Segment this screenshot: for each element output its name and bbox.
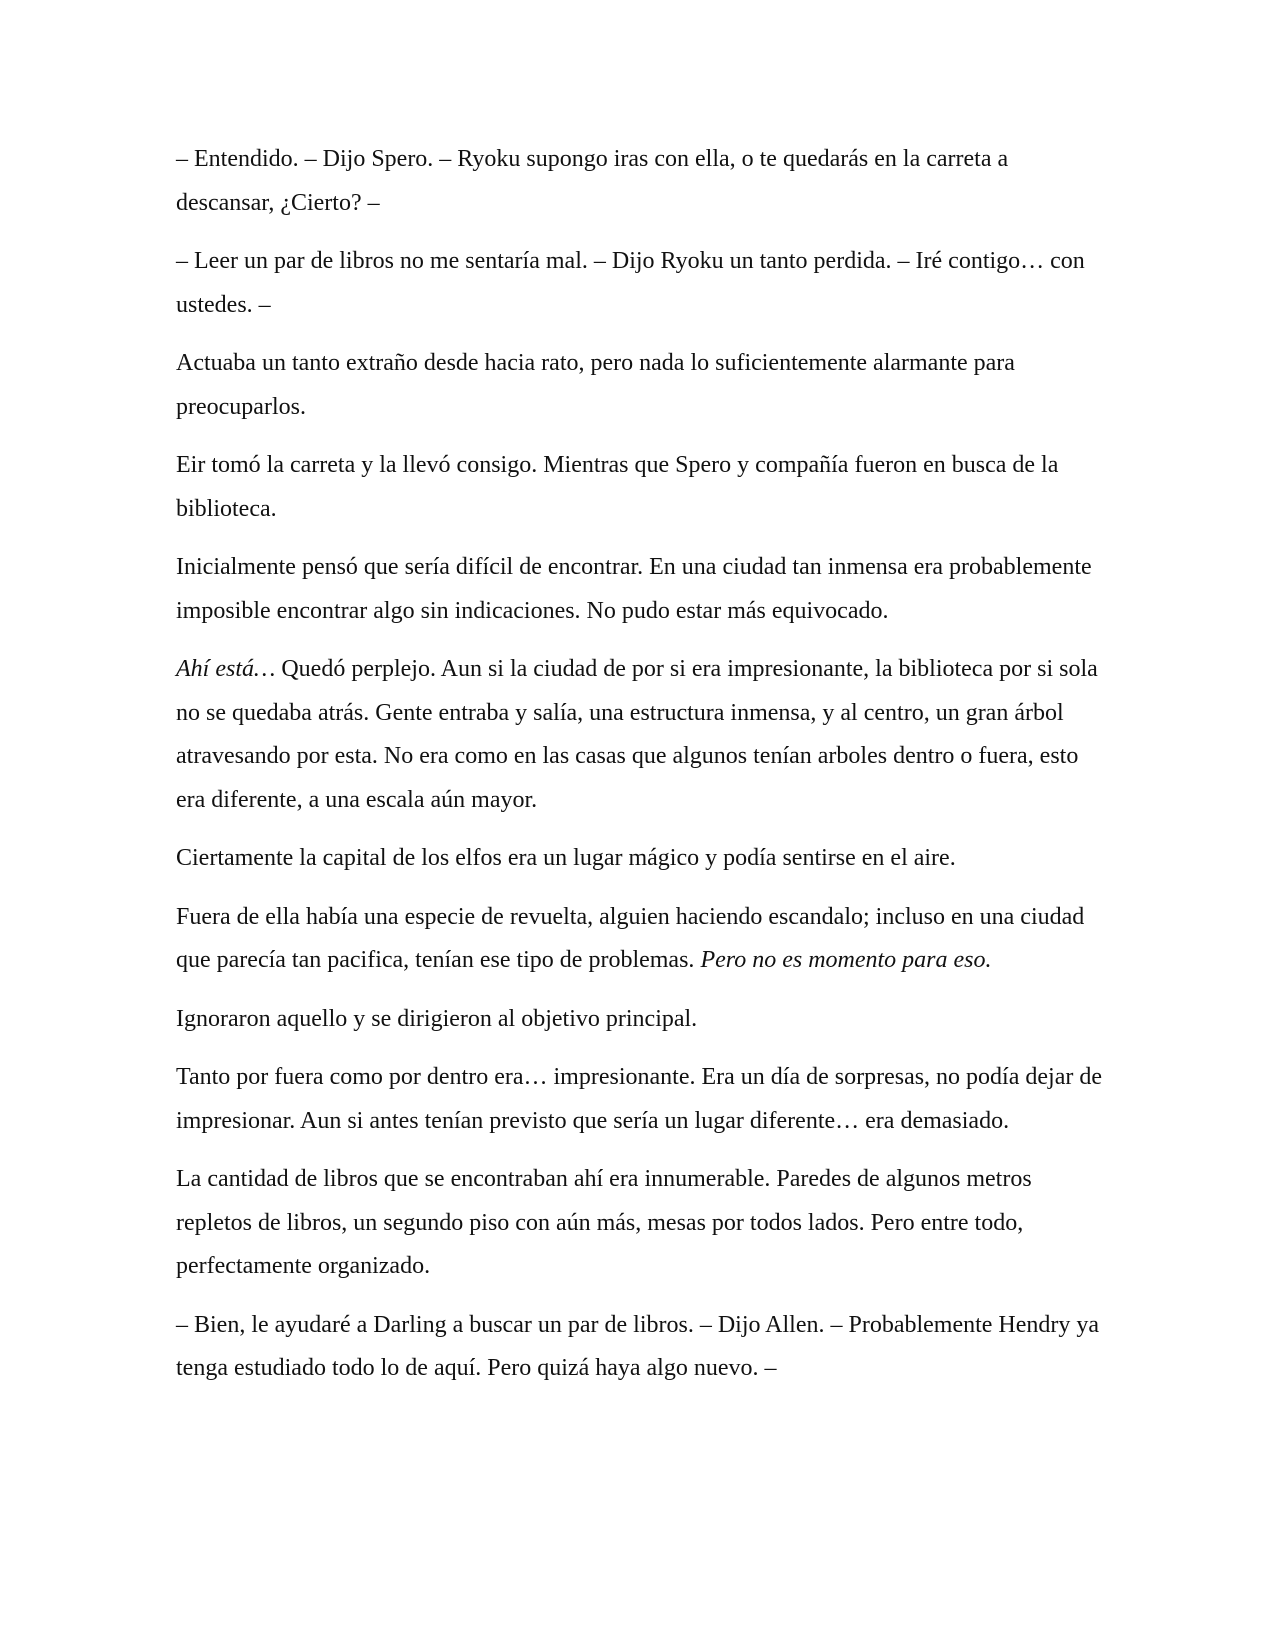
text-run: – Entendido. – Dijo Spero. – Ryoku supongo iras con ella, o te quedarás en la carreta a descansar, ¿Cierto? – — [176, 146, 1009, 216]
paragraph-4 — [176, 444, 1106, 531]
text-run: – Leer un par de libros no me sentaría mal. – Dijo Ryoku un tanto perdida. – Iré contigo… con ustedes. – — [176, 248, 1085, 318]
text-run: – Bien, le ayudaré a Darling a buscar un par de libros. – Dijo Allen. – Probablemente Hendry ya tenga estudiado todo lo de aquí. Pero quizá haya algo nuevo. – — [176, 1311, 1100, 1381]
paragraph-2 — [176, 240, 1106, 327]
text-run: Ignoraron aquello y se dirigieron al objetivo principal. — [176, 1005, 698, 1032]
text-run: Inicialmente pensó que sería difícil de encontrar. En una ciudad tan inmensa era probablemente imposible encontrar algo sin indicaciones. No pudo estar más equivocado. — [176, 554, 1092, 624]
paragraph-8 — [176, 896, 1106, 983]
paragraph-1 — [176, 138, 1106, 225]
document-page — [176, 138, 1106, 1406]
text-run: Ciertamente la capital de los elfos era un lugar mágico y podía sentirse en el aire. — [176, 845, 956, 871]
text-run: Eir tomó la carreta y la llevó consigo. Mientras que Spero y compañía fueron en busca de la biblioteca. — [176, 452, 1059, 522]
paragraph-5 — [176, 546, 1106, 633]
paragraph-12 — [176, 1304, 1106, 1391]
text-run: Fuera de ella había una especie de revuelta, alguien haciendo escandalo; incluso en una ciudad que parecía tan pacifica, tenían ese tipo de problemas. — [176, 903, 1085, 973]
paragraph-9 — [176, 998, 1106, 1042]
paragraph-3 — [176, 342, 1106, 429]
paragraph-11 — [176, 1158, 1106, 1289]
italic-text-run: Pero no es momento para eso. — [700, 947, 992, 973]
text-run: Actuaba un tanto extraño desde hacia rato, pero nada lo suficientemente alarmante para preocuparlos. — [176, 350, 1015, 420]
text-run: La cantidad de libros que se encontraban ahí era innumerable. Paredes de algunos metros repletos de libros, un segundo piso con aún más, mesas por todos lados. Pero entre todo, perfectamente organizado. — [176, 1166, 1032, 1279]
text-run: Quedó perplejo. Aun si la ciudad de por si era impresionante, la biblioteca por si sola no se quedaba atrás. Gente entraba y salía, una estructura inmensa, y al centro, un gran árbol atravesando por esta. No era como en las casas que algunos tenían arboles dentro o fuera, esto era diferente, a una escala aún mayor. — [176, 656, 1098, 813]
paragraph-10 — [176, 1056, 1106, 1143]
text-run: Tanto por fuera como por dentro era… impresionante. Era un día de sorpresas, no podía dejar de impresionar. Aun si antes tenían previsto que sería un lugar diferente… era demasiado. — [176, 1064, 1102, 1134]
italic-text-run: Ahí está… — [176, 656, 276, 682]
paragraph-6 — [176, 648, 1106, 822]
paragraph-7 — [176, 837, 1106, 881]
